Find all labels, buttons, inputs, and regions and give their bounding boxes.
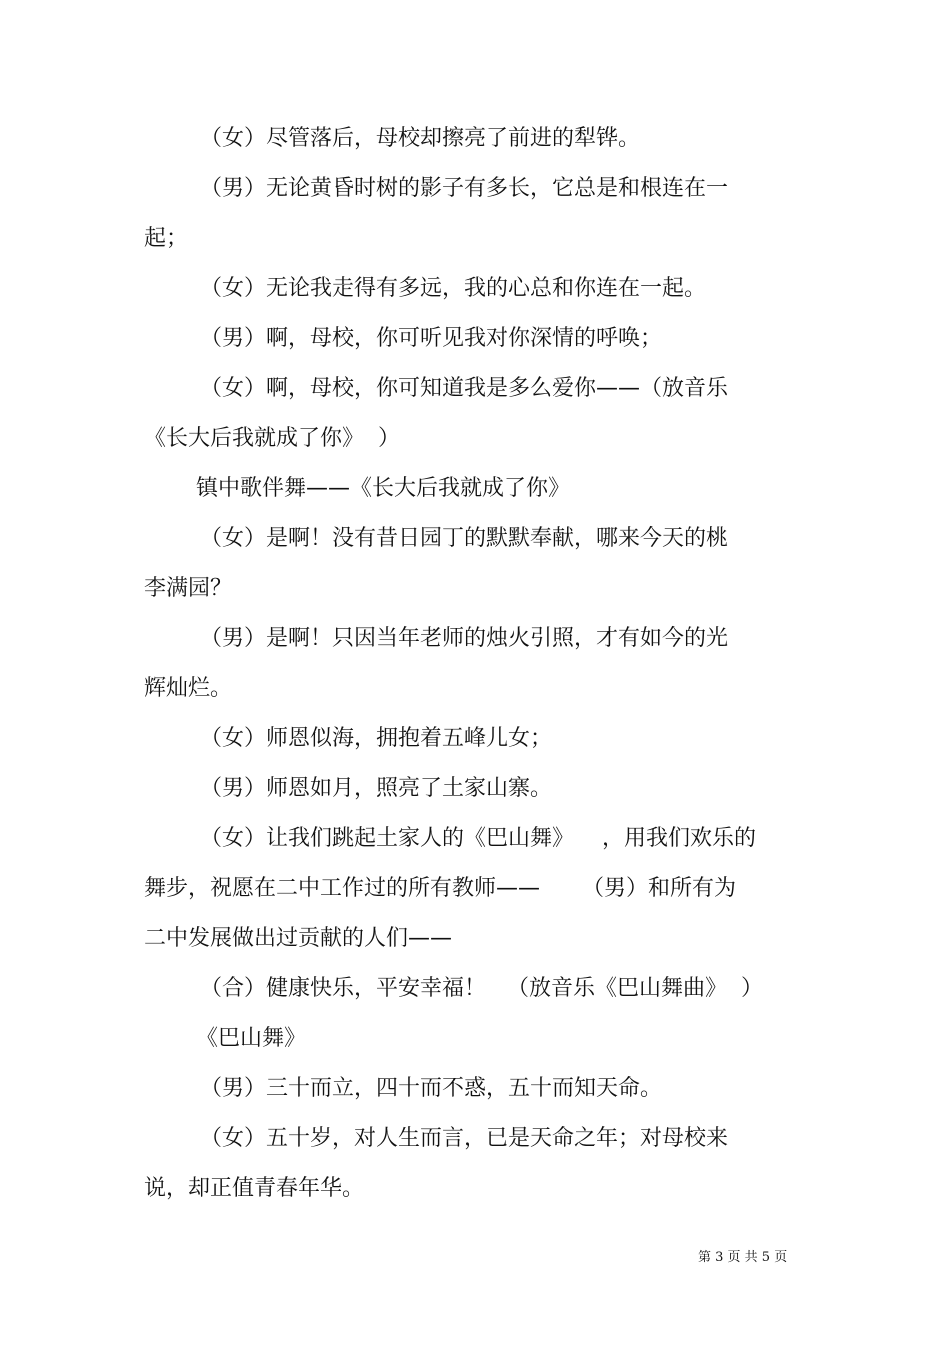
text-line: （女）啊，母校，你可知道我是多么爱你——（放音乐 (200, 376, 729, 401)
text-line: （女）是啊！没有昔日园丁的默默奉献，哪来今天的桃 (200, 526, 729, 551)
text-line: 辉灿烂。 (144, 676, 233, 701)
text-line: 说，却正值青春年华。 (144, 1176, 365, 1201)
text-line: （男）三十而立，四十而不惑，五十而知天命。 (200, 1076, 663, 1101)
text-line: 起； (144, 226, 189, 251)
page-number-footer: 第 3 页 共 5 页 (698, 1250, 788, 1265)
text-line: （男）师恩如月，照亮了土家山寨。 (200, 776, 553, 801)
text-line: （男）是啊！只因当年老师的烛火引照，才有如今的光 (200, 626, 729, 651)
text-line: （女）五十岁，对人生而言，已是天命之年；对母校来 (200, 1126, 729, 1151)
text-line: （女）无论我走得有多远，我的心总和你连在一起。 (200, 276, 707, 301)
text-line: （合）健康快乐，平安幸福！ （放音乐《巴山舞曲》 ） (200, 976, 763, 1001)
text-line: （男）无论黄昏时树的影子有多长，它总是和根连在一 (200, 176, 729, 201)
text-line: （男）啊，母校，你可听见我对你深情的呼唤； (200, 326, 663, 351)
text-line: 镇中歌伴舞——《长大后我就成了你》 (196, 476, 571, 501)
text-line: 舞步，祝愿在二中工作过的所有教师—— （男）和所有为 (144, 876, 736, 901)
text-line: 二中发展做出过贡献的人们—— (144, 926, 453, 951)
text-line: 《长大后我就成了你》 ） (144, 426, 400, 451)
text-line: 李满园？ (144, 576, 233, 601)
text-line: 《巴山舞》 (196, 1026, 307, 1051)
text-line: （女）尽管落后，母校却擦亮了前进的犁铧。 (200, 126, 641, 151)
text-line: （女）师恩似海，拥抱着五峰儿女； (200, 726, 553, 751)
text-line: （女）让我们跳起土家人的《巴山舞》 ，用我们欢乐的 (200, 826, 756, 851)
